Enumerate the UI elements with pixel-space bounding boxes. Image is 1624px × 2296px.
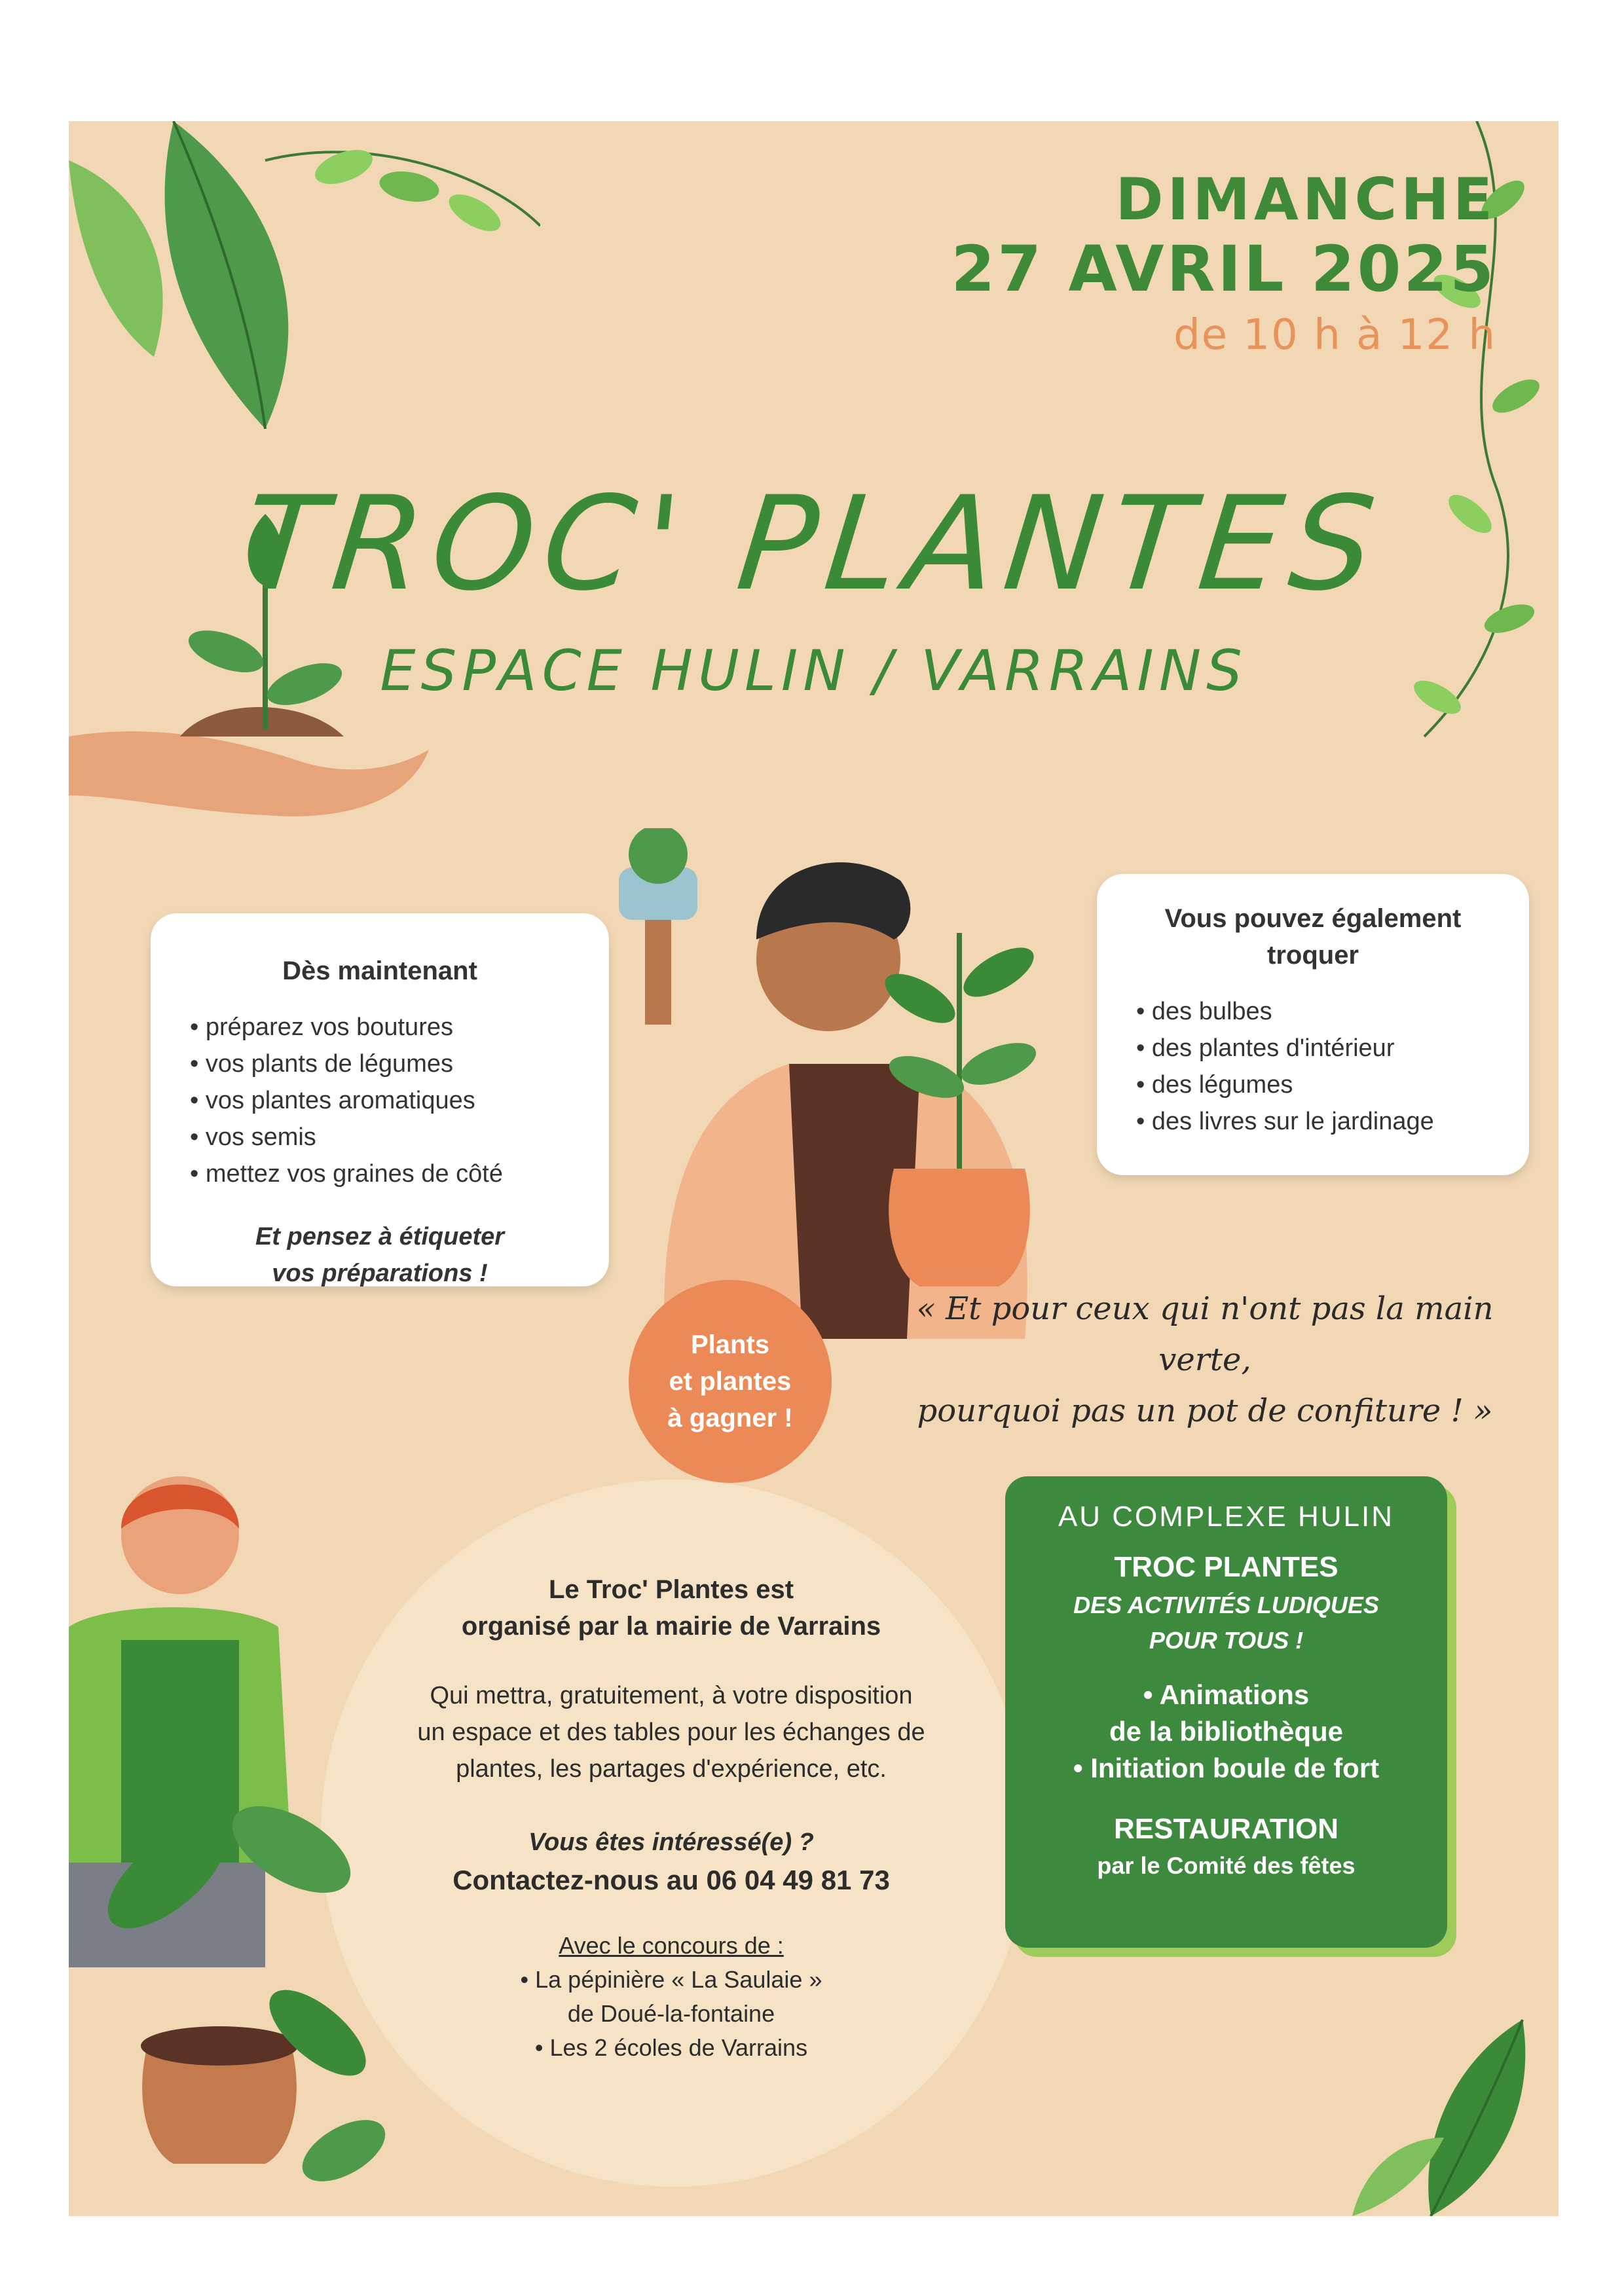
quote-line-2: pourquoi pas un pot de confiture ! » [917,1393,1493,1429]
left-bubble-heading: Dès maintenant [282,957,477,985]
list-item: • des bulbes [1136,993,1529,1030]
date-block [951,167,1496,365]
organizer-info [357,1571,986,2065]
poster-subtitle: ESPACE HULIN / VARRAINS [380,638,1247,704]
quote-line-1: « Et pour ceux qui n'ont pas la main verte, [916,1290,1494,1378]
poster-title: TROC' PLANTES [236,468,1391,619]
list-item: • mettez vos graines de côté [190,1156,609,1192]
right-bubble-heading-2: troquer [1267,941,1359,970]
concours-heading: Avec le concours de : [559,1932,784,1959]
quote [871,1283,1539,1436]
right-bubble-heading-1: Vous pouvez également [1164,904,1462,933]
green-box-header: AU COMPLEXE HULIN [1058,1501,1395,1533]
desc-line-1: Qui mettra, gratuitement, à votre disposition [430,1682,913,1709]
green-box-troc: TROC PLANTES [1114,1551,1338,1583]
list-item: • vos semis [190,1119,609,1156]
leaves-bottom-right-icon [1352,2007,1559,2216]
left-bubble-note-1: Et pensez à étiqueter [255,1223,505,1250]
green-box-comite: par le Comité des fêtes [1097,1852,1356,1879]
partner-1-location: de Doué-la-fontaine [567,2000,775,2027]
left-bubble-note-2: vos préparations ! [272,1260,488,1287]
partner-1: • La pépinière « La Saulaie » [520,1966,822,1993]
list-item: • des livres sur le jardinage [1136,1103,1529,1140]
complexe-hulin-box [1005,1476,1447,1948]
list-item: • des légumes [1136,1066,1529,1103]
list-item: • des plantes d'intérieur [1136,1030,1529,1066]
leaves-top-left-icon [69,121,540,462]
gardener-woman-illustration [69,1457,396,2216]
contact-phone: Contactez-nous au 06 04 49 81 73 [452,1865,890,1895]
event-hours: de 10 h à 12 h [1173,311,1496,359]
interest-question: Vous êtes intéressé(e) ? [528,1829,814,1856]
org-line-2: organisé par la mairie de Varrains [461,1612,881,1641]
green-box-anim-2: de la bibliothèque [1109,1716,1344,1747]
event-day: DIMANCHE [1115,166,1496,233]
prize-line-3: à gagner ! [667,1404,793,1432]
green-box-restauration: RESTAURATION [1113,1813,1339,1845]
event-date: 27 AVRIL 2025 [951,232,1496,306]
org-line-1: Le Troc' Plantes est [548,1575,794,1604]
prize-line-2: et plantes [669,1367,792,1396]
man-with-plants-illustration [566,828,1103,1339]
desc-line-3: plantes, les partages d'expérience, etc. [456,1755,887,1783]
right-info-bubble [1097,874,1529,1175]
list-item: • vos plants de légumes [190,1046,609,1082]
partner-2: • Les 2 écoles de Varrains [534,2034,808,2061]
green-box-activities-1: DES ACTIVITÉS LUDIQUES [1073,1592,1379,1618]
prize-badge [629,1280,832,1483]
green-box-activities-2: POUR TOUS ! [1149,1627,1304,1654]
prize-line-1: Plants [690,1330,770,1359]
list-item: • préparez vos boutures [190,1009,609,1046]
list-item: • vos plantes aromatiques [190,1082,609,1119]
green-box-anim-3: • Initiation boule de fort [1073,1753,1380,1783]
poster [69,121,1559,2216]
left-info-bubble [151,913,609,1286]
green-box-anim-1: • Animations [1143,1679,1310,1710]
desc-line-2: un espace et des tables pour les échanges de [417,1719,925,1746]
